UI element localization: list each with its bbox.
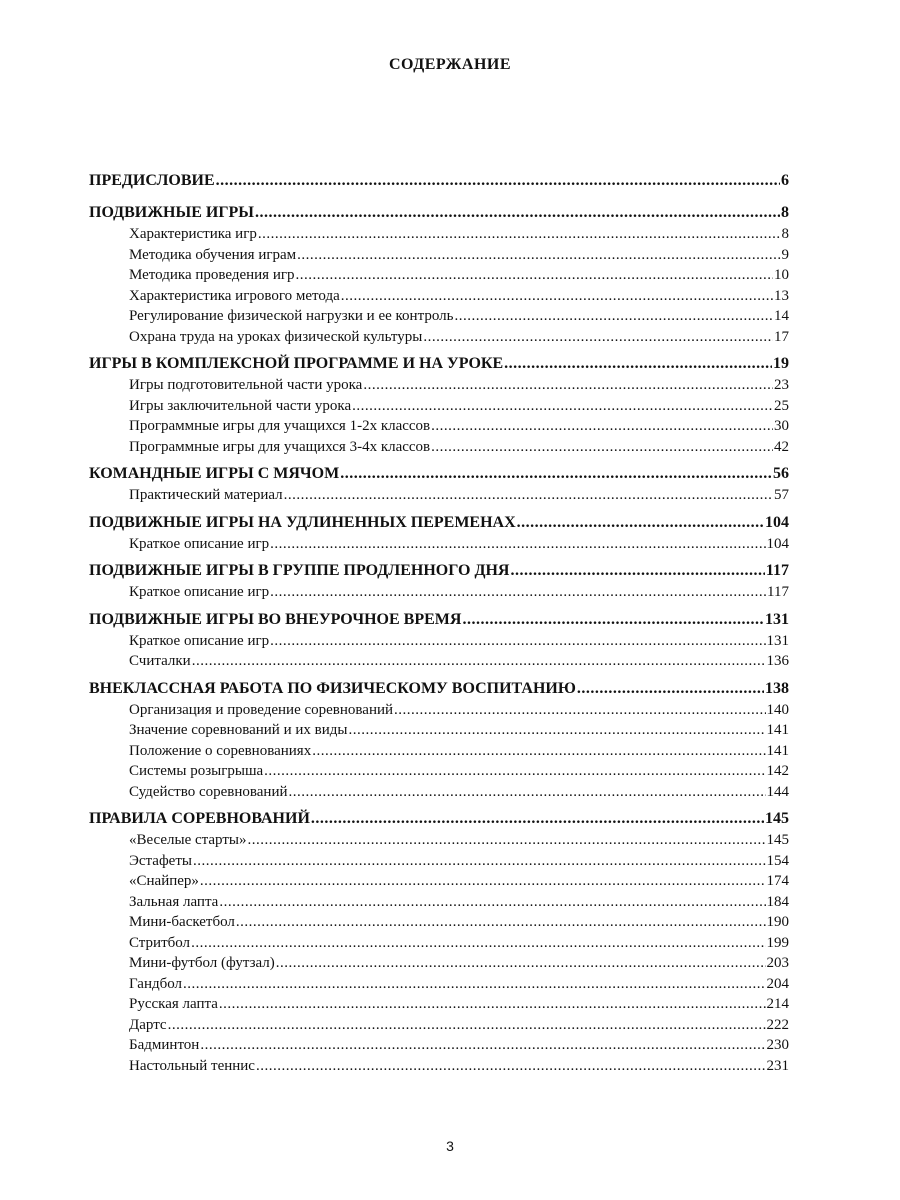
toc-entry-page: 203 (766, 955, 789, 971)
toc-section (89, 512, 789, 555)
toc-chapter-page: 6 (781, 172, 789, 189)
toc-entry (89, 1035, 789, 1056)
toc-entry-title: Организация и проведение соревнований (129, 701, 394, 718)
toc-section (89, 170, 789, 192)
toc-chapter-title: ИГРЫ В КОМПЛЕКСНОЙ ПРОГРАММЕ И НА УРОКЕ (89, 355, 504, 372)
toc-entry (89, 700, 789, 721)
toc-entry (89, 720, 789, 741)
toc-chapter (89, 609, 789, 631)
toc-chapter (89, 202, 789, 224)
dot-leader (258, 224, 781, 245)
toc-entry (89, 265, 789, 286)
dot-leader (191, 933, 765, 954)
toc-entry-page: 10 (774, 267, 789, 283)
toc-chapter-page: 8 (781, 204, 789, 221)
toc-section (89, 202, 789, 347)
page-title: СОДЕРЖАНИЕ (388, 56, 512, 73)
dot-leader (168, 1015, 766, 1036)
toc-entry (89, 851, 789, 872)
dot-leader (219, 994, 766, 1015)
toc-entry (89, 994, 789, 1015)
toc-entry (89, 245, 789, 266)
toc-entry (89, 974, 789, 995)
dot-leader (192, 651, 766, 672)
toc-entry-title: Характеристика игр (129, 226, 257, 242)
toc-entry-title: Дартс (129, 1016, 167, 1033)
toc-entry-title: Программные игры для учащихся 1-2х классов (129, 418, 431, 434)
dot-leader (504, 353, 772, 375)
toc-chapter-page: 19 (773, 355, 789, 372)
toc-chapter-title: ПРАВИЛА СОРЕВНОВАНИЙ (89, 810, 310, 827)
dot-leader (510, 560, 764, 582)
dot-leader (284, 485, 773, 506)
dot-leader (289, 782, 766, 803)
toc-chapter-page: 131 (765, 610, 789, 628)
toc-chapter-title: ПРЕДИСЛОВИЕ (89, 172, 215, 189)
toc-entry-page: 190 (766, 914, 789, 930)
toc-entry-title: Значение соревнований и их виды (129, 722, 348, 738)
dot-leader (296, 265, 773, 286)
toc-entry-title: Стритбол (129, 934, 191, 951)
dot-leader (431, 416, 773, 437)
toc-entry-title: Гандбол (129, 975, 183, 992)
dot-leader (236, 912, 766, 933)
toc-entry-title: «Снайпер» (129, 873, 199, 889)
dot-leader (577, 678, 764, 700)
dot-leader (363, 375, 773, 396)
toc-entry-page: 141 (766, 722, 789, 738)
toc-entry-page: 142 (766, 763, 789, 779)
dot-leader (270, 631, 765, 652)
dot-leader (216, 170, 780, 192)
table-of-contents (89, 170, 789, 1082)
toc-entry-page: 14 (774, 308, 789, 324)
toc-entry-page: 145 (766, 832, 789, 848)
dot-leader (248, 830, 766, 851)
toc-entry-title: Судейство соревнований (129, 783, 288, 800)
toc-chapter (89, 512, 789, 534)
toc-entry (89, 741, 789, 762)
dot-leader (200, 1035, 765, 1056)
toc-entry-title: Игры подготовительной части урока (129, 377, 363, 393)
toc-entry-title: Методика обучения играм (129, 246, 297, 263)
dot-leader (517, 512, 764, 534)
toc-entry (89, 912, 789, 933)
toc-entry-page: 17 (774, 328, 789, 345)
toc-entry-title: Характеристика игрового метода (129, 287, 340, 304)
toc-entry-page: 25 (774, 397, 789, 414)
toc-entry-page: 144 (766, 783, 789, 800)
toc-entry-title: Положение о соревнованиях (129, 742, 312, 759)
toc-chapter (89, 808, 789, 830)
toc-entry (89, 1056, 789, 1077)
toc-entry-title: Краткое описание игр (129, 584, 270, 600)
toc-chapter (89, 560, 789, 582)
toc-entry-page: 230 (766, 1037, 789, 1053)
dot-leader (454, 306, 773, 327)
toc-entry-title: Зальная лапта (129, 893, 219, 910)
toc-entry-title: Регулирование физической нагрузки и ее контроль (129, 308, 454, 324)
toc-entry-page: 30 (774, 418, 789, 434)
toc-entry-title: Считалки (129, 653, 191, 669)
toc-entry-page: 136 (766, 653, 789, 669)
toc-entry-title: «Веселые старты» (129, 832, 247, 848)
toc-entry (89, 830, 789, 851)
toc-entry (89, 286, 789, 307)
dot-leader (352, 396, 773, 417)
page-number: 3 (446, 1138, 454, 1154)
dot-leader (270, 534, 765, 555)
dot-leader (423, 327, 773, 348)
toc-entry-page: 204 (766, 975, 789, 992)
dot-leader (340, 463, 772, 485)
toc-entry-title: Игры заключительной части урока (129, 397, 352, 414)
toc-entry (89, 631, 789, 652)
dot-leader (311, 808, 764, 830)
toc-entry-page: 57 (774, 487, 789, 503)
toc-entry-title: Охрана труда на уроках физической культуры (129, 328, 423, 345)
dot-leader (394, 700, 765, 721)
dot-leader (255, 202, 780, 224)
dot-leader (200, 871, 766, 892)
toc-entry (89, 437, 789, 458)
dot-leader (297, 245, 780, 266)
dot-leader (348, 720, 765, 741)
toc-entry-page: 23 (774, 377, 789, 393)
toc-entry (89, 375, 789, 396)
toc-entry (89, 485, 789, 506)
toc-entry (89, 871, 789, 892)
dot-leader (312, 741, 765, 762)
toc-section (89, 808, 789, 1076)
dot-leader (183, 974, 765, 995)
toc-section (89, 560, 789, 603)
toc-entry (89, 651, 789, 672)
dot-leader (270, 582, 766, 603)
toc-entry-title: Мини-баскетбол (129, 914, 235, 930)
toc-entry (89, 892, 789, 913)
toc-entry (89, 1015, 789, 1036)
toc-entry-title: Эстафеты (129, 852, 192, 869)
toc-chapter (89, 678, 789, 700)
toc-entry-page: 8 (781, 226, 789, 242)
toc-entry-title: Русская лапта (129, 996, 218, 1012)
toc-entry-title: Бадминтон (129, 1037, 200, 1053)
toc-entry-page: 13 (774, 287, 789, 304)
toc-chapter (89, 463, 789, 485)
toc-entry-page: 231 (766, 1057, 789, 1074)
dot-leader (431, 437, 773, 458)
toc-entry-title: Практический материал (129, 487, 283, 503)
toc-entry (89, 327, 789, 348)
toc-chapter-title: ПОДВИЖНЫЕ ИГРЫ НА УДЛИНЕННЫХ ПЕРЕМЕНАХ (89, 513, 516, 531)
toc-entry-page: 154 (766, 852, 789, 869)
dot-leader (462, 609, 764, 631)
toc-entry-title: Программные игры для учащихся 3-4х классов (129, 438, 431, 455)
toc-entry-title: Краткое описание игр (129, 535, 270, 552)
toc-entry-title: Настольный теннис (129, 1057, 255, 1074)
toc-chapter-title: КОМАНДНЫЕ ИГРЫ С МЯЧОМ (89, 465, 340, 482)
dot-leader (193, 851, 766, 872)
toc-chapter-title: ПОДВИЖНЫЕ ИГРЫ ВО ВНЕУРОЧНОЕ ВРЕМЯ (89, 610, 462, 628)
toc-entry-title: Методика проведения игр (129, 267, 295, 283)
toc-entry-page: 131 (766, 632, 789, 649)
toc-entry-page: 199 (766, 934, 789, 951)
toc-chapter (89, 170, 789, 192)
dot-leader (276, 953, 766, 974)
toc-section (89, 463, 789, 506)
toc-entry (89, 306, 789, 327)
toc-entry (89, 953, 789, 974)
toc-entry (89, 933, 789, 954)
toc-chapter-page: 138 (765, 679, 789, 697)
dot-leader (219, 892, 765, 913)
toc-entry-title: Мини-футбол (футзал) (129, 955, 275, 971)
toc-chapter-page: 117 (765, 562, 789, 579)
toc-entry-page: 42 (774, 438, 789, 455)
toc-entry (89, 396, 789, 417)
dot-leader (256, 1056, 766, 1077)
toc-entry (89, 761, 789, 782)
toc-entry-page: 141 (766, 742, 789, 759)
toc-entry-page: 214 (766, 996, 789, 1012)
toc-chapter-page: 56 (773, 465, 789, 482)
toc-section (89, 609, 789, 672)
toc-entry-page: 222 (766, 1016, 789, 1033)
toc-chapter-title: ПОДВИЖНЫЕ ИГРЫ В ГРУППЕ ПРОДЛЕННОГО ДНЯ (89, 562, 510, 579)
toc-entry-page: 104 (766, 535, 789, 552)
toc-section (89, 678, 789, 803)
toc-entry-page: 9 (781, 246, 789, 263)
toc-chapter-page: 145 (765, 810, 789, 827)
toc-chapter (89, 353, 789, 375)
dot-leader (341, 286, 773, 307)
toc-entry (89, 534, 789, 555)
toc-chapter-title: ПОДВИЖНЫЕ ИГРЫ (89, 204, 254, 221)
toc-entry-page: 174 (766, 873, 789, 889)
toc-entry-title: Краткое описание игр (129, 632, 270, 649)
toc-entry-title: Системы розыгрыша (129, 763, 264, 779)
toc-entry (89, 416, 789, 437)
toc-entry (89, 582, 789, 603)
toc-entry-page: 140 (766, 701, 789, 718)
toc-entry (89, 782, 789, 803)
dot-leader (264, 761, 765, 782)
toc-chapter-title: ВНЕКЛАССНАЯ РАБОТА ПО ФИЗИЧЕСКОМУ ВОСПИТАНИЮ (89, 679, 576, 697)
toc-section (89, 353, 789, 457)
toc-entry (89, 224, 789, 245)
toc-chapter-page: 104 (765, 513, 789, 531)
toc-entry-page: 184 (766, 893, 789, 910)
toc-entry-page: 117 (767, 584, 789, 600)
